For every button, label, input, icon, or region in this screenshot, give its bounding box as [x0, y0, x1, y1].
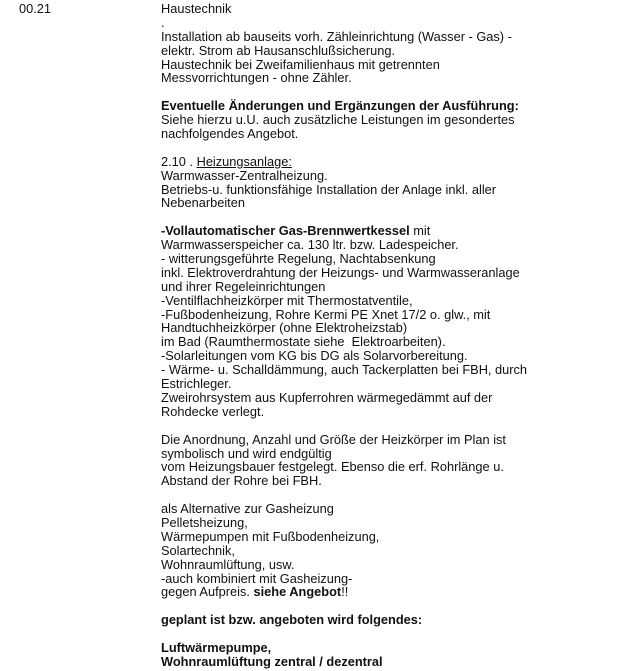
text-segment: nachfolgendes Angebot.	[161, 126, 299, 142]
text-line	[161, 627, 611, 641]
text-line	[161, 516, 611, 530]
text-segment: vom Heizungsbauer festgelegt. Ebenso die erf. Rohrlänge u.	[161, 459, 504, 475]
text-line	[161, 641, 611, 655]
text-segment: Wärmepumpen mit Fußbodenheizung,	[161, 528, 380, 544]
text-line	[161, 155, 611, 169]
text-segment: gegen Aufpreis.	[161, 584, 254, 600]
text-line	[161, 2, 611, 16]
text-segment: im Bad (Raumthermostate siehe Elektroarbeiten).	[161, 334, 446, 350]
text-segment: mit	[409, 223, 431, 239]
text-line	[161, 169, 611, 183]
text-line	[161, 44, 611, 58]
text-line	[161, 224, 611, 238]
item-number: 00.21	[19, 1, 52, 16]
text-segment: 2.10 .	[161, 153, 197, 169]
text-line	[161, 474, 611, 488]
text-segment: -auch kombiniert mit Gasheizung-	[161, 570, 353, 586]
text-segment: Abstand der Rohre bei FBH.	[161, 473, 322, 489]
text-segment: als Alternative zur Gasheizung	[161, 501, 334, 517]
text-segment: inkl. Elektroverdrahtung der Heizungs- und Warmwasseranlage	[161, 264, 520, 280]
text-line	[161, 196, 611, 210]
text-segment: Warmwasser-Zentralheizung.	[161, 167, 328, 183]
text-line	[161, 113, 611, 127]
text-line	[161, 71, 611, 85]
text-segment: Messvorrichtungen - ohne Zähler.	[161, 70, 352, 86]
text-line	[161, 544, 611, 558]
text-segment: Haustechnik	[161, 1, 232, 16]
text-segment: Solartechnik,	[161, 542, 235, 558]
text-segment: - Wärme- u. Schalldämmung, auch Tackerplatten bei FBH, durch	[161, 362, 528, 378]
text-segment: -Vollautomatischer Gas-Brennwertkessel	[161, 223, 410, 239]
text-line	[161, 321, 611, 335]
text-segment: !!	[341, 584, 349, 600]
text-line	[161, 85, 611, 99]
text-line	[161, 530, 611, 544]
text-segment: Wohnraumlüftung, usw.	[161, 556, 295, 572]
text-segment: elektr. Strom ab Hausanschlußsicherung.	[161, 42, 396, 58]
text-line	[161, 460, 611, 474]
text-segment: Pelletsheizung,	[161, 514, 248, 530]
text-segment: symbolisch und wird endgültig	[161, 445, 332, 461]
text-line	[161, 599, 611, 613]
text-segment: Rohdecke verlegt.	[161, 403, 265, 419]
text-segment: Siehe hierzu u.U. auch zusätzliche Leistungen im gesondertes	[161, 112, 515, 128]
text-segment: -Ventilflachheizkörper mit Thermostatventile,	[161, 292, 413, 308]
text-line	[161, 127, 611, 141]
text-segment: Haustechnik bei Zweifamilienhaus mit getrennten	[161, 56, 440, 72]
text-segment: Estrichleger.	[161, 376, 232, 392]
text-segment: Eventuelle Änderungen und Ergänzungen der Ausführung:	[161, 98, 519, 114]
text-line	[161, 30, 611, 44]
text-line	[161, 335, 611, 349]
text-line	[161, 238, 611, 252]
text-line	[161, 419, 611, 433]
text-line	[161, 488, 611, 502]
text-line	[161, 210, 611, 224]
text-segment: -Fußbodenheizung, Rohre Kermi PE Xnet 17/2 o. glw., mit	[161, 306, 491, 322]
text-line	[161, 433, 611, 447]
text-segment: und ihrer Regeleinrichtungen	[161, 278, 326, 294]
text-line	[161, 655, 611, 669]
text-line	[161, 58, 611, 72]
text-line	[161, 363, 611, 377]
text-segment: siehe Angebot	[253, 584, 342, 600]
text-segment: -Solarleitungen vom KG bis DG als Solarvorbereitung.	[161, 348, 468, 364]
text-segment: Installation ab bauseits vorh. Zähleinrichtung (Wasser - Gas) -	[161, 28, 512, 44]
document-lines	[161, 2, 611, 669]
text-line	[161, 308, 611, 322]
text-line	[161, 252, 611, 266]
text-line	[161, 613, 611, 627]
text-line	[161, 502, 611, 516]
text-segment: Luftwärmepumpe,	[161, 639, 272, 655]
text-segment: Warmwasserspeicher ca. 130 ltr. bzw. Ladespeicher.	[161, 237, 459, 253]
text-line	[161, 266, 611, 280]
text-segment: Zweirohrsystem aus Kupferrohren wärmegedämmt auf der	[161, 389, 493, 405]
text-line	[161, 141, 611, 155]
text-line	[161, 183, 611, 197]
text-line	[161, 16, 611, 30]
text-segment: Heizungsanlage:	[196, 153, 292, 169]
text-line	[161, 558, 611, 572]
text-line	[161, 447, 611, 461]
text-segment: Betriebs-u. funktionsfähige Installation der Anlage inkl. aller	[161, 181, 497, 197]
text-line	[161, 377, 611, 391]
text-segment: - witterungsgeführte Regelung, Nachtabsenkung	[161, 251, 436, 267]
text-segment: Wohnraumlüftung zentral / dezentral	[161, 653, 383, 669]
text-line	[161, 572, 611, 586]
text-line	[161, 280, 611, 294]
text-segment: Die Anordnung, Anzahl und Größe der Heizkörper im Plan ist	[161, 431, 506, 447]
text-line	[161, 405, 611, 419]
text-line	[161, 99, 611, 113]
text-line	[161, 391, 611, 405]
text-segment: Handtuchheizkörper (ohne Elektroheizstab)	[161, 320, 408, 336]
text-segment: geplant ist bzw. angeboten wird folgendes:	[161, 612, 423, 628]
text-line	[161, 585, 611, 599]
text-line	[161, 294, 611, 308]
text-segment: .	[161, 14, 165, 30]
text-segment: Nebenarbeiten	[161, 195, 245, 211]
text-line	[161, 349, 611, 363]
